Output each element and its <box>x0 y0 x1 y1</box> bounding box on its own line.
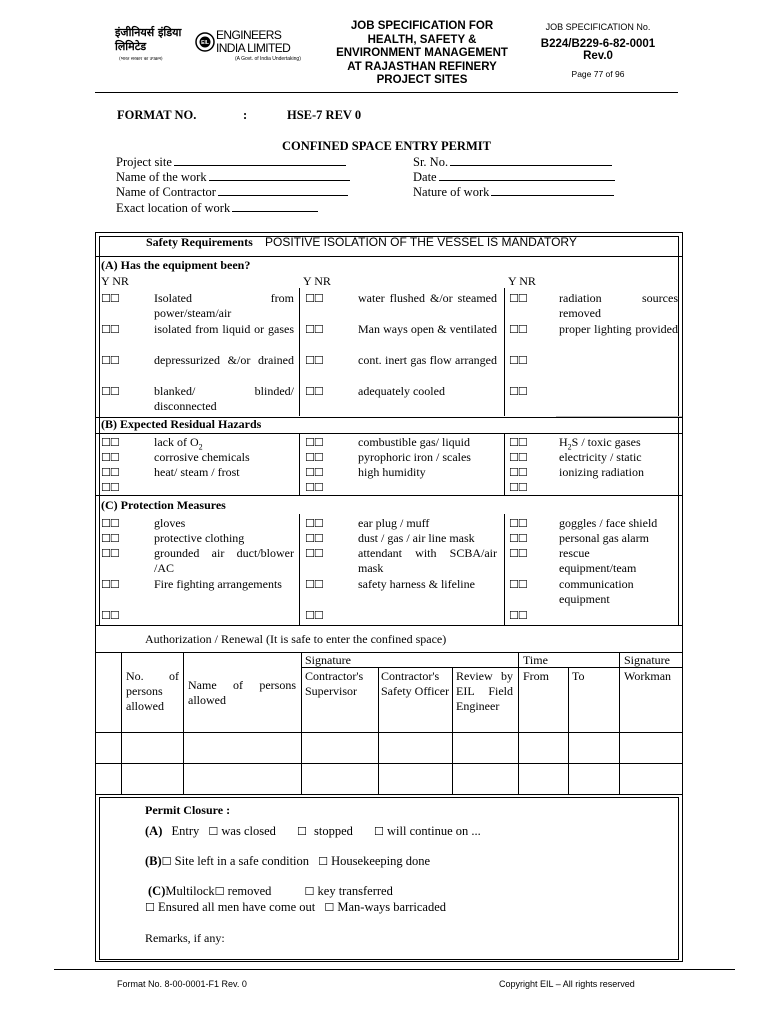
col-contractor-safety-officer: Contractor's Safety Officer <box>381 669 450 698</box>
checkbox-pair[interactable]: ☐☐ <box>509 354 527 367</box>
section-a-title: (A) Has the equipment been? <box>101 258 251 272</box>
checkbox[interactable]: ☐ <box>304 885 315 898</box>
header-title-line: AT RAJASTHAN REFINERY <box>347 60 497 73</box>
header-title-line: JOB SPECIFICATION FOR <box>350 20 494 32</box>
closure-bottom-border <box>99 959 679 960</box>
footer-copyright: Copyright EIL – All rights reserved <box>499 979 635 989</box>
option-stopped: stopped <box>314 824 353 838</box>
nature-of-work-label: Nature of work <box>413 185 490 199</box>
closure-b-label: (B) <box>145 854 162 868</box>
item-isolated-liquid: isolated from liquid or gases <box>154 322 294 336</box>
authorization-title: Authorization / Renewal (It is safe to enter the confined space) <box>145 632 447 646</box>
checkbox-pair[interactable]: ☐☐ <box>509 609 527 622</box>
divider <box>96 625 682 626</box>
checkbox-pair[interactable]: ☐☐ <box>101 436 119 449</box>
yn-header: Y NR <box>508 274 536 288</box>
checkbox-pair[interactable]: ☐☐ <box>101 609 119 622</box>
closure-c-multilock: Multilock <box>165 884 215 898</box>
nature-of-work-field[interactable] <box>413 185 614 200</box>
item-gloves: gloves <box>154 516 186 530</box>
inner-right-border <box>678 236 679 625</box>
col-review-eil: Review by EIL Field Engineer <box>456 669 513 713</box>
item-combustible-gas: combustible gas/ liquid <box>358 435 470 449</box>
option-housekeeping: Housekeeping done <box>331 854 431 868</box>
svg-text:EIL: EIL <box>201 40 209 46</box>
signature-header-2: Signature <box>624 653 670 667</box>
checkbox-pair[interactable]: ☐☐ <box>305 466 323 479</box>
checkbox-pair[interactable]: ☐☐ <box>305 436 323 449</box>
logo-english-text <box>216 29 290 55</box>
item-lack-of-o2: lack of $O_2$ <box>154 435 203 452</box>
closure-right-border <box>678 797 679 960</box>
item-goggles: goggles / face shield <box>559 516 658 530</box>
checkbox-pair[interactable]: ☐☐ <box>509 466 527 479</box>
checkbox-pair[interactable]: ☐☐ <box>509 323 527 336</box>
name-of-work-field[interactable] <box>116 170 350 185</box>
checkbox-pair[interactable]: ☐☐ <box>305 578 323 591</box>
item-depressurized: depressurized &/or drained <box>154 353 294 367</box>
item-h2s-toxic-gases: $H_2S$ / toxic gases <box>559 435 641 452</box>
item-proper-lighting: proper lighting provided <box>559 322 678 336</box>
page-number: Page 77 of 96 <box>571 69 625 79</box>
col-workman: Workman <box>624 669 672 683</box>
closure-left-border <box>99 797 100 960</box>
item-personal-gas-alarm: personal gas alarm <box>559 531 649 545</box>
checkbox-pair[interactable]: ☐☐ <box>305 451 323 464</box>
item-isolated-power: Isolated from power/steam/air <box>154 291 294 320</box>
option-key-transferred: key transferred <box>317 884 393 898</box>
date-field[interactable] <box>413 170 615 185</box>
yn-header: Y NR <box>101 274 129 288</box>
checkbox-pair[interactable]: ☐☐ <box>305 609 323 622</box>
checkbox[interactable]: ☐ <box>318 855 329 868</box>
item-radiation-removed: radiation sources removed <box>559 291 678 320</box>
checkbox-pair[interactable]: ☐☐ <box>101 517 119 530</box>
column-divider <box>121 652 122 794</box>
item-adequately-cooled: adequately cooled <box>358 384 445 398</box>
checkbox-pair[interactable]: ☐☐ <box>509 292 527 305</box>
yn-header: Y NR <box>303 274 331 288</box>
checkbox-pair[interactable]: ☐☐ <box>101 466 119 479</box>
checkbox-pair[interactable]: ☐☐ <box>305 323 323 336</box>
exact-location-label: Exact location of work <box>116 201 231 215</box>
item-inert-gas: cont. inert gas flow arranged <box>358 353 497 367</box>
project-site-label: Project site <box>116 155 172 169</box>
checkbox-pair[interactable]: ☐☐ <box>509 547 527 560</box>
item-attendant-scba: attendant with SCBA/air mask <box>358 546 497 575</box>
checkbox-pair[interactable]: ☐☐ <box>509 517 527 530</box>
remarks-label[interactable]: Remarks, if any: <box>145 931 225 945</box>
eil-emblem-icon <box>195 32 215 52</box>
checkbox-pair[interactable]: ☐☐ <box>101 292 119 305</box>
logo-hindi-subtext: (भारत सरकार का उपक्रम) <box>119 57 163 62</box>
checkbox-pair[interactable]: ☐☐ <box>305 517 323 530</box>
option-was-closed: was closed <box>221 824 276 838</box>
signature-header: Signature <box>305 653 351 667</box>
checkbox[interactable]: ☐ <box>145 901 155 914</box>
logo-english-subtext: (A Govt. of India Undertaking) <box>235 56 301 62</box>
checkbox[interactable]: ☐ <box>297 825 307 838</box>
permit-form <box>95 232 683 962</box>
column-divider <box>619 652 620 794</box>
checkbox-pair[interactable]: ☐☐ <box>101 451 119 464</box>
checkbox-pair[interactable]: ☐☐ <box>305 481 323 494</box>
permit-closure-title: Permit Closure : <box>145 803 231 817</box>
column-divider <box>299 433 300 495</box>
sr-no-field[interactable] <box>413 155 612 170</box>
format-colon: : <box>243 108 248 122</box>
closure-c-label: (C) <box>148 884 166 898</box>
table-row-divider <box>96 794 682 795</box>
item-grounded-air-duct: grounded air duct/blower /AC <box>154 546 294 575</box>
closure-c-row <box>145 884 393 899</box>
column-divider <box>299 288 300 416</box>
checkbox[interactable]: ☐ <box>161 855 172 868</box>
section-b-title: (B) Expected Residual Hazards <box>101 417 262 431</box>
header-title <box>322 20 522 88</box>
checkbox-pair[interactable]: ☐☐ <box>509 481 527 494</box>
name-of-contractor-field[interactable] <box>116 185 348 200</box>
column-divider <box>504 433 505 495</box>
safety-requirements-label: Safety Requirements <box>146 235 253 249</box>
checkbox-pair[interactable]: ☐☐ <box>101 547 119 560</box>
inner-left-border <box>99 236 100 625</box>
spec-info <box>528 22 668 79</box>
closure-c-row-2 <box>145 900 446 915</box>
table-row-divider <box>96 763 682 764</box>
checkbox-pair[interactable]: ☐☐ <box>101 354 119 367</box>
option-removed: removed <box>227 884 272 898</box>
project-site-field[interactable] <box>116 155 346 170</box>
checkbox-pair[interactable]: ☐☐ <box>305 532 323 545</box>
column-divider <box>504 288 505 416</box>
subscript-2: 2 <box>567 442 572 452</box>
column-divider <box>518 652 519 794</box>
checkbox-pair[interactable]: ☐☐ <box>305 547 323 560</box>
sr-no-label: Sr. No. <box>413 155 449 169</box>
header-title-line: PROJECT SITES <box>376 74 468 86</box>
logo-hindi-text: इंजीनियर्स इंडिया लिमिटेड <box>115 26 182 53</box>
exact-location-field[interactable] <box>116 201 318 216</box>
spec-label: JOB SPECIFICATION No. <box>545 22 651 32</box>
closure-b-row <box>145 854 430 869</box>
divider <box>96 495 682 496</box>
item-fire-fighting: Fire fighting arrangements <box>154 577 282 591</box>
col-name-of-persons: Name of persons allowed <box>188 678 296 707</box>
item-water-flushed: water flushed &/or steamed <box>358 291 497 305</box>
checkbox[interactable]: ☐ <box>214 885 225 898</box>
subscript-2: 2 <box>198 442 203 452</box>
checkbox-pair[interactable]: ☐☐ <box>101 532 119 545</box>
column-divider <box>452 667 453 794</box>
checkbox-pair[interactable]: ☐☐ <box>101 385 119 398</box>
option-man-ways-barricaded: Man-ways barricaded <box>337 900 447 914</box>
section-c-title: (C) Protection Measures <box>101 498 226 512</box>
checkbox[interactable]: ☐ <box>374 825 384 838</box>
col-contractor-supervisor: Contractor's Supervisor <box>305 669 364 698</box>
spec-revision: Rev.0 <box>583 50 613 62</box>
column-divider <box>378 667 379 794</box>
checkbox-pair[interactable]: ☐☐ <box>509 532 527 545</box>
mandatory-note: POSITIVE ISOLATION OF THE VESSEL IS MANDATORY <box>265 235 577 249</box>
item-dust-gas-mask: dust / gas / air line mask <box>358 531 475 545</box>
item-protective-clothing: protective clothing <box>154 531 245 545</box>
checkbox-pair[interactable]: ☐☐ <box>101 578 119 591</box>
option-site-safe: Site left in a safe condition <box>174 854 310 868</box>
item-corrosive-chemicals: corrosive chemicals <box>154 450 250 464</box>
item-pyrophoric-iron: pyrophoric iron / scales <box>358 450 471 464</box>
checkbox-pair[interactable]: ☐☐ <box>305 292 323 305</box>
format-value: HSE-7 REV 0 <box>287 108 362 122</box>
checkbox-pair[interactable]: ☐☐ <box>509 451 527 464</box>
name-of-contractor-label: Name of Contractor <box>116 185 216 199</box>
option-men-out: Ensured all men have come out <box>158 900 316 914</box>
date-label: Date <box>413 170 437 184</box>
checkbox[interactable]: ☐ <box>324 901 335 914</box>
item-man-ways-open: Man ways open & ventilated <box>358 322 497 336</box>
item-rescue-equipment: rescue equipment/team <box>559 546 637 575</box>
checkbox-pair[interactable]: ☐☐ <box>509 385 527 398</box>
spec-number: B224/B229-6-82-0001 <box>540 38 656 50</box>
header-title-line: ENVIRONMENT MANAGEMENT <box>336 47 508 59</box>
header-divider <box>95 92 678 93</box>
column-divider <box>568 667 569 794</box>
table-row-divider <box>96 732 682 733</box>
footer-divider <box>54 969 735 970</box>
item-safety-harness: safety harness & lifeline <box>358 577 475 591</box>
column-divider <box>504 514 505 625</box>
divider <box>96 256 682 257</box>
item-high-humidity: high humidity <box>358 465 426 479</box>
closure-top-border <box>99 797 679 798</box>
eil-logo <box>115 26 300 66</box>
item-ionizing-radiation: ionizing radiation <box>559 465 644 479</box>
col-no-of-persons: No. of persons allowed <box>126 669 179 713</box>
logo-english-line2: INDIA LIMITED <box>216 41 291 55</box>
checkbox-pair[interactable]: ☐☐ <box>305 354 323 367</box>
header-title-line: HEALTH, SAFETY & <box>367 33 477 46</box>
closure-a-row <box>145 824 481 839</box>
option-will-continue: will continue on ... <box>387 824 481 838</box>
name-of-work-label: Name of the work <box>116 170 207 184</box>
checkbox-pair[interactable]: ☐☐ <box>305 385 323 398</box>
logo-english-line1: ENGINEERS <box>216 28 282 42</box>
footer-format-no: Format No. 8-00-0001-F1 Rev. 0 <box>117 979 247 989</box>
closure-a-entry: Entry <box>171 824 200 838</box>
col-to: To <box>572 669 585 683</box>
column-divider <box>299 514 300 625</box>
checkbox-pair[interactable]: ☐☐ <box>101 481 119 494</box>
item-heat-steam-frost: heat/ steam / frost <box>154 465 240 479</box>
item-ear-plug: ear plug / muff <box>358 516 430 530</box>
time-header: Time <box>523 653 548 667</box>
divider <box>96 433 682 434</box>
checkbox-pair[interactable]: ☐☐ <box>509 436 527 449</box>
permit-title: CONFINED SPACE ENTRY PERMIT <box>282 139 491 153</box>
col-from: From <box>523 669 550 683</box>
checkbox-pair[interactable]: ☐☐ <box>509 578 527 591</box>
item-blanked: blanked/ blinded/ disconnected <box>154 384 294 413</box>
checkbox[interactable]: ☐ <box>208 825 219 838</box>
column-divider <box>183 652 184 794</box>
item-electricity-static: electricity / static <box>559 450 642 464</box>
closure-a-label: (A) <box>145 824 163 838</box>
checkbox-pair[interactable]: ☐☐ <box>101 323 119 336</box>
column-divider <box>301 652 302 794</box>
format-label: FORMAT NO. <box>117 108 197 122</box>
item-communication-equipment: communication equipment <box>559 577 634 606</box>
